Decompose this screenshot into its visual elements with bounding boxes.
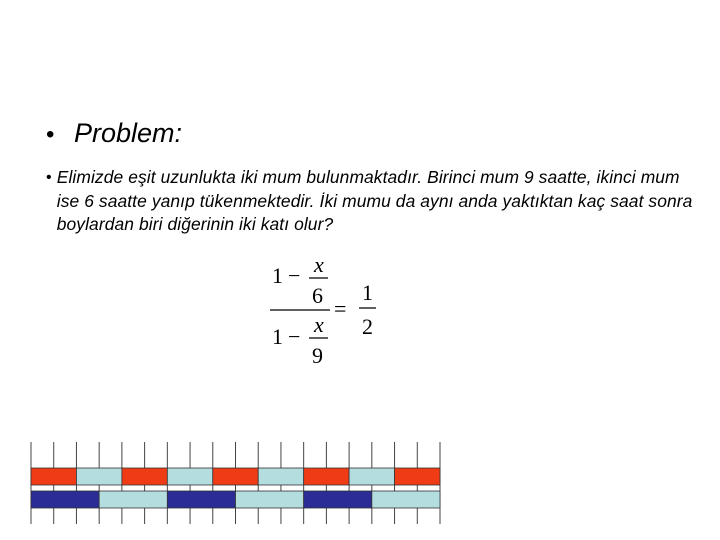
candle-6-segment [213, 468, 258, 485]
candle-6-segment [31, 468, 76, 485]
eq-equals: = [334, 296, 347, 321]
candle-6-segment [258, 468, 303, 485]
problem-text: Elimizde eşit uzunlukta iki mum bulunmaktadır. Birinci mum 9 saatte, ikinci mum ise 6 saatte yanıp tükenmektedir. İki mumu da aynı anda yaktıktan kaç saat sonra boylardan biri diğerinin iki katı olur? [56, 167, 693, 234]
eq-x-top: x [314, 252, 324, 277]
candle-9-segment [167, 491, 235, 508]
candle-6-segment [122, 468, 167, 485]
eq-den-top: 6 [312, 283, 323, 308]
candle-6-segment [395, 468, 440, 485]
title-bullet: • [46, 121, 55, 148]
candle-6-segment [304, 468, 349, 485]
eq-rhs-den: 2 [362, 314, 373, 339]
candle-6-segment [167, 468, 212, 485]
eq-one-bottom: 1 [272, 324, 283, 349]
eq-minus-top: − [288, 263, 301, 288]
candle-6-segment [76, 468, 121, 485]
eq-den-bottom: 9 [312, 343, 323, 368]
eq-minus-bottom: − [288, 324, 301, 349]
slide-title: Problem: [74, 118, 183, 148]
eq-one-top: 1 [272, 263, 283, 288]
candle-9-segment [31, 491, 99, 508]
candle-9-segment [304, 491, 372, 508]
candle-9-segment [99, 491, 167, 508]
eq-x-bottom: x [314, 312, 324, 337]
body-bullet: • [46, 169, 52, 186]
eq-rhs-num: 1 [362, 280, 373, 305]
candle-6-segment [349, 468, 394, 485]
candle-9-segment [372, 491, 440, 508]
candle-9-segment [236, 491, 304, 508]
